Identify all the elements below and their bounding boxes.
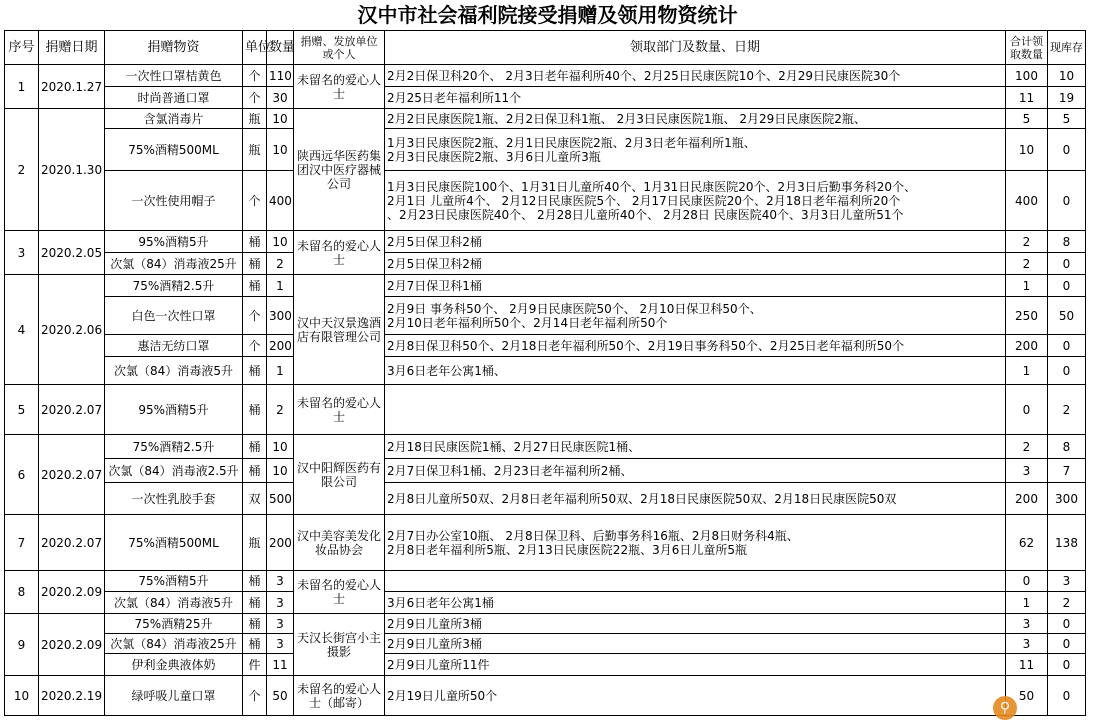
- item-quantity: 3: [267, 634, 294, 654]
- donor-name: 汉中美容美发化妆品协会: [294, 515, 385, 571]
- row-number: 5: [5, 385, 39, 435]
- item-name: 75%酒精500ML: [105, 129, 243, 171]
- header-stock: 现库存: [1048, 31, 1086, 65]
- donor-name: 未留名的爱心人士: [294, 571, 385, 614]
- item-quantity: 3: [267, 592, 294, 614]
- item-name: 次氯（84）消毒液5升: [105, 592, 243, 614]
- header-no: 序号: [5, 31, 39, 65]
- row-number: 6: [5, 435, 39, 515]
- recipients-detail: 2月9日儿童所3桶: [385, 634, 1006, 654]
- item-name: 次氯（84）消毒液5升: [105, 357, 243, 385]
- item-quantity: 11: [267, 654, 294, 676]
- table-row: [5, 592, 1086, 614]
- item-name: 惠洁无纺口罩: [105, 335, 243, 357]
- current-stock: 0: [1048, 676, 1086, 716]
- item-quantity: 10: [267, 109, 294, 129]
- total-received: 3: [1006, 614, 1048, 634]
- donation-date: 2020.2.07: [39, 515, 105, 571]
- item-quantity: 300: [267, 297, 294, 335]
- item-quantity: 30: [267, 87, 294, 109]
- recipients-detail: 2月19日儿童所50个: [385, 676, 1006, 716]
- table-row: [5, 483, 1086, 515]
- item-quantity: 200: [267, 335, 294, 357]
- recipients-detail: 2月25日老年福利所11个: [385, 87, 1006, 109]
- current-stock: 0: [1048, 253, 1086, 275]
- current-stock: 0: [1048, 614, 1086, 634]
- recipients-detail: 2月5日保卫科2桶: [385, 253, 1006, 275]
- item-name: 一次性乳胶手套: [105, 483, 243, 515]
- table-row: [5, 515, 1086, 571]
- item-name: 白色一次性口罩: [105, 297, 243, 335]
- current-stock: 0: [1048, 275, 1086, 297]
- total-received: 62: [1006, 515, 1048, 571]
- current-stock: 5: [1048, 109, 1086, 129]
- recipients-detail: 2月9日儿童所11件: [385, 654, 1006, 676]
- donation-date: 2020.2.09: [39, 614, 105, 676]
- table-row: [5, 654, 1086, 676]
- total-received: 100: [1006, 65, 1048, 87]
- donation-date: 2020.1.30: [39, 109, 105, 231]
- item-name: 一次性使用帽子: [105, 171, 243, 231]
- table-row: [5, 614, 1086, 634]
- current-stock: 8: [1048, 435, 1086, 459]
- table-row: [5, 357, 1086, 385]
- item-unit: 个: [243, 676, 267, 716]
- item-name: 伊利金典液体奶: [105, 654, 243, 676]
- item-unit: 瓶: [243, 129, 267, 171]
- item-name: 次氯（84）消毒液25升: [105, 634, 243, 654]
- recipients-detail: 2月2日民康医院1瓶、2月2日保卫科1瓶、 2月3日民康医院1瓶、 2月29日民康医院2瓶、: [385, 109, 1006, 129]
- donor-name: 天汉长街宫小主摄影: [294, 614, 385, 676]
- recipients-detail: 2月7日办公室10瓶、 2月8日保卫科、后勤事务科16瓶、2月8日财务科4瓶、 2月8日老年福利所5瓶、2月13日民康医院22瓶、3月6日儿童所5瓶: [385, 515, 1006, 571]
- total-received: 3: [1006, 634, 1048, 654]
- total-received: 200: [1006, 483, 1048, 515]
- donor-name: 未留名的爱心人士（邮寄）: [294, 676, 385, 716]
- table-row: [5, 65, 1086, 87]
- donation-date: 2020.2.19: [39, 676, 105, 716]
- recipients-detail: 2月8日保卫科50个、2月18日老年福利所50个、2月19日事务科50个、2月25日老年福利所50个: [385, 335, 1006, 357]
- item-quantity: 3: [267, 614, 294, 634]
- recipients-detail: 2月9日儿童所3桶: [385, 614, 1006, 634]
- current-stock: 0: [1048, 654, 1086, 676]
- item-unit: 双: [243, 483, 267, 515]
- item-unit: 桶: [243, 275, 267, 297]
- donation-date: 2020.2.06: [39, 275, 105, 385]
- donation-date: 2020.2.05: [39, 231, 105, 275]
- row-number: 3: [5, 231, 39, 275]
- item-quantity: 400: [267, 171, 294, 231]
- total-received: 2: [1006, 435, 1048, 459]
- current-stock: 8: [1048, 231, 1086, 253]
- item-unit: 瓶: [243, 109, 267, 129]
- table-row: [5, 171, 1086, 231]
- item-unit: 个: [243, 297, 267, 335]
- item-quantity: 110: [267, 65, 294, 87]
- item-unit: 桶: [243, 614, 267, 634]
- item-unit: 件: [243, 654, 267, 676]
- item-quantity: 10: [267, 231, 294, 253]
- total-received: 250: [1006, 297, 1048, 335]
- item-name: 75%酒精5升: [105, 571, 243, 592]
- item-unit: 桶: [243, 435, 267, 459]
- item-quantity: 10: [267, 459, 294, 483]
- table-row: [5, 275, 1086, 297]
- donor-name: 未留名的爱心人士: [294, 65, 385, 109]
- current-stock: 0: [1048, 129, 1086, 171]
- recipients-detail: 2月7日保卫科1桶: [385, 275, 1006, 297]
- item-quantity: 200: [267, 515, 294, 571]
- current-stock: 2: [1048, 385, 1086, 435]
- total-received: 1: [1006, 275, 1048, 297]
- header-unit: 单位: [243, 31, 267, 65]
- row-number: 4: [5, 275, 39, 385]
- header-row: [5, 31, 1086, 65]
- item-quantity: 50: [267, 676, 294, 716]
- table-row: [5, 231, 1086, 253]
- table-row: [5, 435, 1086, 459]
- item-name: 95%酒精5升: [105, 231, 243, 253]
- header-qty: 数量: [267, 31, 294, 65]
- total-received: 0: [1006, 385, 1048, 435]
- total-received: 5: [1006, 109, 1048, 129]
- item-name: 次氯（84）消毒液2.5升: [105, 459, 243, 483]
- donor-name: 汉中阳辉医药有限公司: [294, 435, 385, 515]
- table-row: [5, 459, 1086, 483]
- watermark-logo-icon: ⚲: [993, 696, 1017, 720]
- item-name: 75%酒精2.5升: [105, 275, 243, 297]
- item-unit: 桶: [243, 385, 267, 435]
- header-date: 捐赠日期: [39, 31, 105, 65]
- table-body: [5, 65, 1086, 716]
- header-donor: 捐赠、发放单位或个人: [294, 31, 385, 65]
- table-row: [5, 335, 1086, 357]
- item-unit: 个: [243, 87, 267, 109]
- donation-date: 2020.2.07: [39, 385, 105, 435]
- item-name: 次氯（84）消毒液25升: [105, 253, 243, 275]
- current-stock: 0: [1048, 335, 1086, 357]
- item-quantity: 1: [267, 357, 294, 385]
- item-unit: 桶: [243, 459, 267, 483]
- table-row: [5, 297, 1086, 335]
- total-received: 11: [1006, 654, 1048, 676]
- recipients-detail: 3月6日老年公寓1桶: [385, 592, 1006, 614]
- table-row: [5, 129, 1086, 171]
- item-unit: 桶: [243, 357, 267, 385]
- recipients-detail: [385, 571, 1006, 592]
- header-item: 捐赠物资: [105, 31, 243, 65]
- page-title: 汉中市社会福利院接受捐赠及领用物资统计: [357, 3, 738, 27]
- current-stock: 138: [1048, 515, 1086, 571]
- row-number: 2: [5, 109, 39, 231]
- row-number: 1: [5, 65, 39, 109]
- total-received: 50: [1006, 676, 1048, 716]
- recipients-detail: 2月2日保卫科20个、 2月3日老年福利所40个、2月25日民康医院10个、2月29日民康医院30个: [385, 65, 1006, 87]
- item-name: 绿呼吸儿童口罩: [105, 676, 243, 716]
- table-row: [5, 109, 1086, 129]
- current-stock: 3: [1048, 571, 1086, 592]
- recipients-detail: 2月7日保卫科1桶、2月23日老年福利所2桶、: [385, 459, 1006, 483]
- item-quantity: 2: [267, 385, 294, 435]
- item-unit: 桶: [243, 571, 267, 592]
- recipients-detail: 2月8日儿童所50双、2月8日老年福利所50双、2月18日民康医院50双、2月18日民康医院50双: [385, 483, 1006, 515]
- total-received: 1: [1006, 592, 1048, 614]
- item-name: 时尚普通口罩: [105, 87, 243, 109]
- table-row: [5, 87, 1086, 109]
- item-quantity: 10: [267, 435, 294, 459]
- total-received: 400: [1006, 171, 1048, 231]
- item-unit: 桶: [243, 634, 267, 654]
- donor-name: 陕西远华医药集团汉中医疗器械公司: [294, 109, 385, 231]
- donor-name: 未留名的爱心人士: [294, 231, 385, 275]
- item-name: 75%酒精2.5升: [105, 435, 243, 459]
- recipients-detail: 3月6日老年公寓1桶、: [385, 357, 1006, 385]
- total-received: 2: [1006, 253, 1048, 275]
- donor-name: 汉中天汉景逸酒店有限管理公司: [294, 275, 385, 385]
- donation-table: [4, 30, 1086, 716]
- item-quantity: 3: [267, 571, 294, 592]
- current-stock: 10: [1048, 65, 1086, 87]
- current-stock: 0: [1048, 171, 1086, 231]
- total-received: 11: [1006, 87, 1048, 109]
- current-stock: 0: [1048, 357, 1086, 385]
- total-received: 2: [1006, 231, 1048, 253]
- item-unit: 个: [243, 335, 267, 357]
- total-received: 200: [1006, 335, 1048, 357]
- item-name: 75%酒精500ML: [105, 515, 243, 571]
- total-received: 1: [1006, 357, 1048, 385]
- row-number: 9: [5, 614, 39, 676]
- table-row: [5, 571, 1086, 592]
- current-stock: 0: [1048, 634, 1086, 654]
- item-unit: 个: [243, 65, 267, 87]
- total-received: 0: [1006, 571, 1048, 592]
- recipients-detail: 1月3日民康医院100个、1月31日儿童所40个、1月31日民康医院20个、2月3日后勤事务科20个、 2月1日 儿童所4个、 2月12日民康医院5个、 2月17日民康医院20个、2月18日老年福利所20个 、2月23日民康医院40个、 2月28日儿童所40个、 2月28日 民康医院40个、3月3日儿童所51个: [385, 171, 1006, 231]
- current-stock: 2: [1048, 592, 1086, 614]
- donor-name: 未留名的爱心人士: [294, 385, 385, 435]
- item-unit: 桶: [243, 231, 267, 253]
- total-received: 3: [1006, 459, 1048, 483]
- item-quantity: 500: [267, 483, 294, 515]
- row-number: 7: [5, 515, 39, 571]
- item-unit: 瓶: [243, 515, 267, 571]
- item-name: 95%酒精5升: [105, 385, 243, 435]
- recipients-detail: 2月9日 事务科50个、 2月9日民康医院50个、 2月10日保卫科50个、 2月10日老年福利所50个、2月14日老年福利所50个: [385, 297, 1006, 335]
- recipients-detail: 2月18日民康医院1桶、2月27日民康医院1桶、: [385, 435, 1006, 459]
- recipients-detail: 2月5日保卫科2桶: [385, 231, 1006, 253]
- donation-date: 2020.1.27: [39, 65, 105, 109]
- header-total: 合计领取数量: [1006, 31, 1048, 65]
- item-unit: 个: [243, 171, 267, 231]
- current-stock: 300: [1048, 483, 1086, 515]
- item-name: 含氯消毒片: [105, 109, 243, 129]
- item-quantity: 10: [267, 129, 294, 171]
- item-quantity: 1: [267, 275, 294, 297]
- table-row: [5, 253, 1086, 275]
- item-name: 一次性口罩桔黄色: [105, 65, 243, 87]
- current-stock: 50: [1048, 297, 1086, 335]
- table-row: [5, 385, 1086, 435]
- current-stock: 7: [1048, 459, 1086, 483]
- header-recipients: 领取部门及数量、日期: [385, 31, 1006, 65]
- total-received: 10: [1006, 129, 1048, 171]
- donation-date: 2020.2.09: [39, 571, 105, 614]
- table-row: [5, 634, 1086, 654]
- donation-date: 2020.2.07: [39, 435, 105, 515]
- current-stock: 19: [1048, 87, 1086, 109]
- row-number: 10: [5, 676, 39, 716]
- recipients-detail: 1月3日民康医院2瓶、2月1日民康医院2瓶、2月3日老年福利所1瓶、 2月3日民康医院2瓶、3月6日儿童所3瓶: [385, 129, 1006, 171]
- recipients-detail: [385, 385, 1006, 435]
- item-quantity: 2: [267, 253, 294, 275]
- table-row: [5, 676, 1086, 716]
- item-unit: 桶: [243, 592, 267, 614]
- item-name: 75%酒精25升: [105, 614, 243, 634]
- row-number: 8: [5, 571, 39, 614]
- item-unit: 桶: [243, 253, 267, 275]
